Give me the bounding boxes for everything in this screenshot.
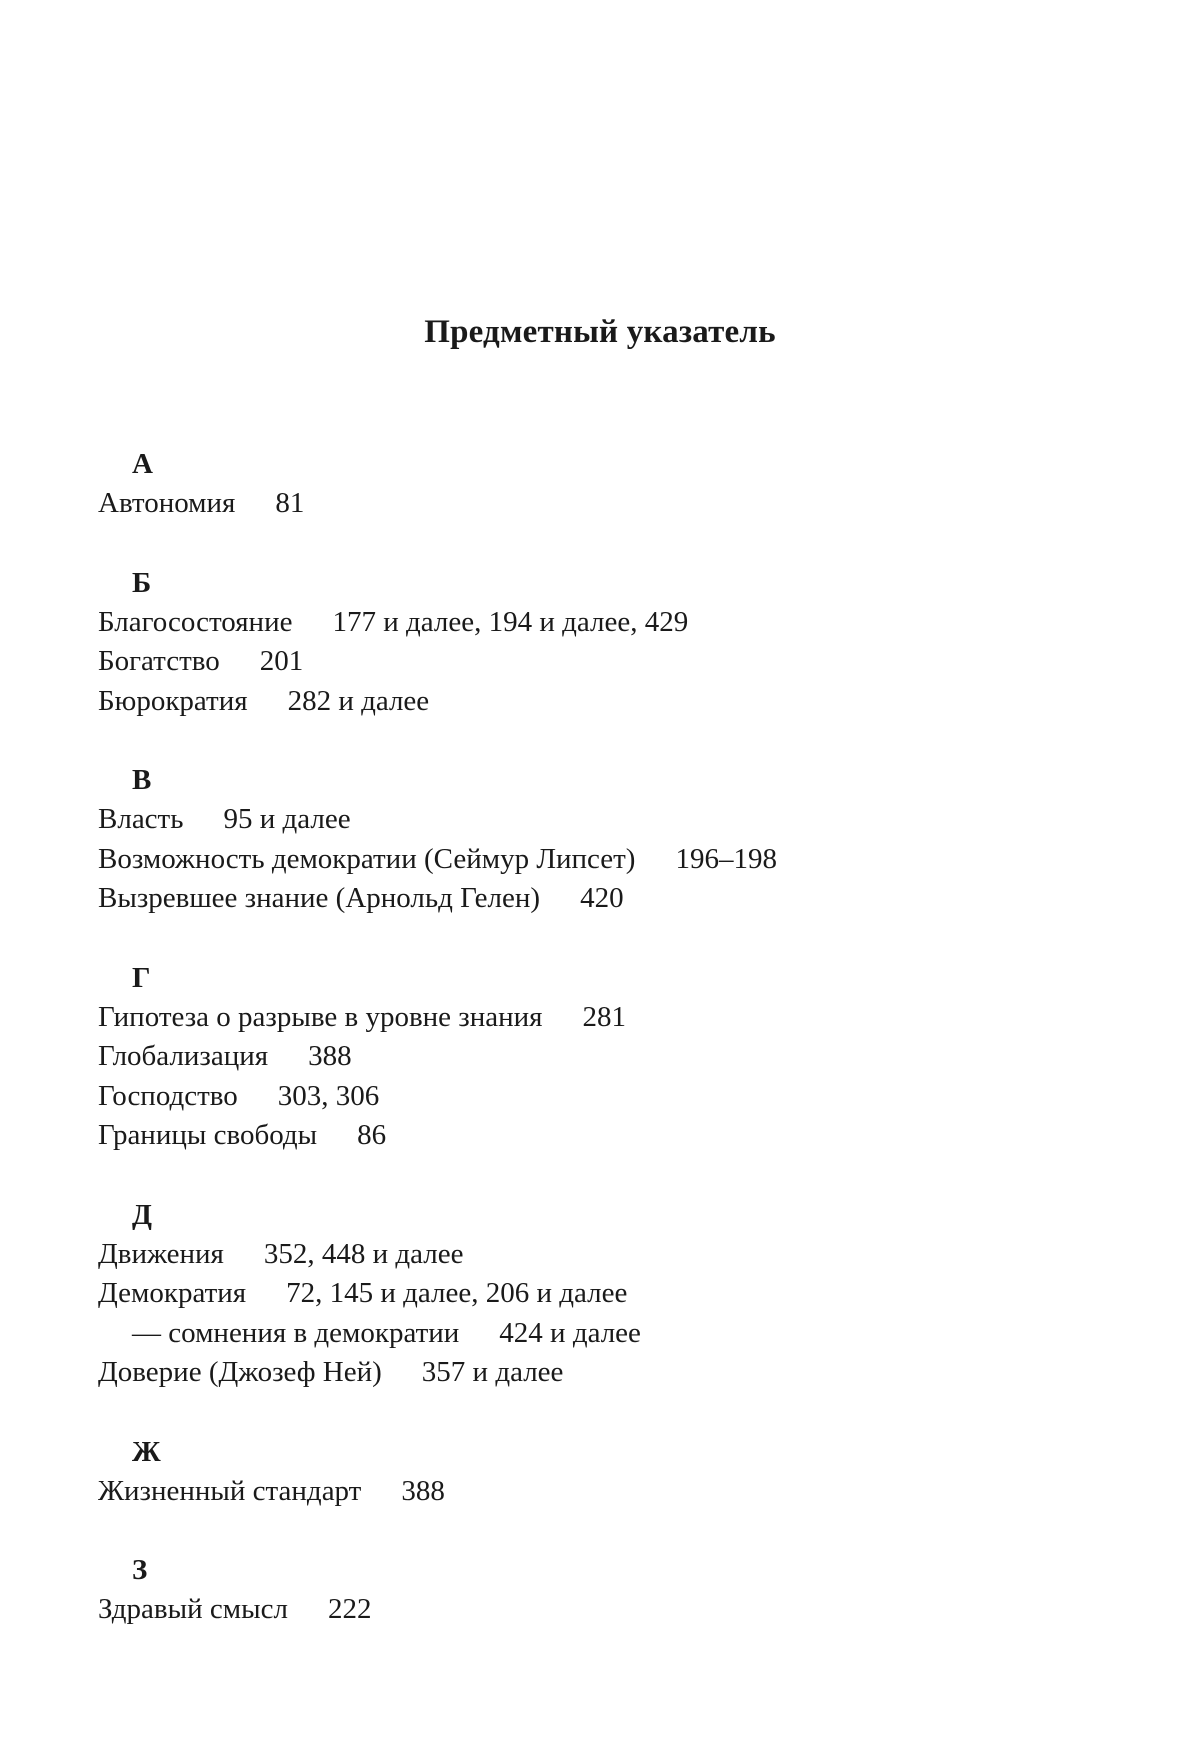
- section-letter: В: [132, 764, 152, 796]
- index-entry: [98, 484, 1138, 524]
- entry-pages: 281: [582, 1000, 627, 1033]
- entry-term: Демократия: [98, 1277, 247, 1309]
- entry-pages: 95 и далее: [223, 803, 351, 835]
- index-entry: [98, 1235, 1138, 1275]
- entry-pages: 201: [259, 645, 304, 677]
- index-section-z: [98, 1551, 1138, 1630]
- entry-pages: 86: [357, 1119, 387, 1151]
- entry-pages: 388: [308, 1040, 352, 1072]
- index-section-a: [98, 445, 1138, 524]
- entry-term: Возможность демократии (Сеймур Липсет): [98, 842, 636, 875]
- index-entry: [98, 1353, 1138, 1393]
- entry-pages: 222: [327, 1593, 372, 1625]
- index-entry: [98, 840, 1138, 880]
- index-subentry: [98, 1314, 1138, 1354]
- entry-term: — сомнения в демократии: [132, 1316, 460, 1349]
- section-letter: Г: [132, 961, 151, 994]
- entry-term: Здравый смысл: [98, 1593, 288, 1625]
- index-entry: [98, 1472, 1138, 1512]
- index-entry: [98, 998, 1138, 1038]
- index-section-d: [98, 1196, 1138, 1393]
- index-entry: [98, 682, 1138, 722]
- entry-pages: 177 и далее, 194 и далее, 429: [332, 605, 689, 638]
- entry-pages: 352, 448 и далее: [263, 1237, 464, 1270]
- index-entry: [98, 1274, 1138, 1314]
- index-entry: [98, 642, 1138, 682]
- entry-pages: 196–198: [675, 842, 777, 875]
- index-section-b: [98, 564, 1138, 722]
- entry-term: Гипотеза о разрыве в уровне знания: [98, 1000, 543, 1033]
- section-letter: Б: [132, 566, 152, 599]
- index-section-v: [98, 761, 1138, 919]
- section-letter: Ж: [132, 1435, 161, 1468]
- index-section-g: [98, 959, 1138, 1156]
- index-section-zh: [98, 1433, 1138, 1512]
- entry-term: Власть: [98, 803, 184, 835]
- entry-pages: 420: [580, 882, 624, 914]
- entry-pages: 357 и далее: [421, 1356, 564, 1388]
- index-entry: [98, 603, 1138, 643]
- index-entry: [98, 1037, 1138, 1077]
- index-entry: [98, 1077, 1138, 1117]
- entry-term: Господство: [98, 1079, 238, 1112]
- entry-pages: 81: [275, 487, 305, 519]
- index-entry: [98, 800, 1138, 840]
- entry-term: Бюрократия: [98, 684, 248, 717]
- index-entry: [98, 1590, 1138, 1630]
- entry-term: Движения: [98, 1237, 224, 1270]
- section-letter: З: [132, 1554, 148, 1586]
- index-entry: [98, 1116, 1138, 1156]
- entry-term: Богатство: [98, 645, 220, 677]
- entry-pages: 424 и далее: [499, 1316, 641, 1349]
- subject-index: [98, 445, 1138, 1670]
- entry-pages: 303, 306: [277, 1079, 380, 1112]
- entry-pages: 282 и далее: [287, 684, 430, 717]
- entry-term: Автономия: [98, 487, 236, 519]
- entry-term: Благосостояние: [98, 605, 293, 638]
- entry-term: Доверие (Джозеф Ней): [98, 1356, 382, 1388]
- entry-term: Жизненный стандарт: [98, 1474, 362, 1507]
- entry-pages: 388: [401, 1474, 445, 1507]
- entry-term: Границы свободы: [98, 1119, 318, 1151]
- page-title: Предметный указатель: [424, 314, 776, 350]
- entry-term: Вызревшее знание (Арнольд Гелен): [98, 882, 541, 914]
- entry-pages: 72, 145 и далее, 206 и далее: [286, 1277, 628, 1309]
- section-letter: Д: [132, 1198, 152, 1231]
- section-letter: А: [132, 448, 153, 480]
- entry-term: Глобализация: [98, 1040, 269, 1072]
- index-entry: [98, 879, 1138, 919]
